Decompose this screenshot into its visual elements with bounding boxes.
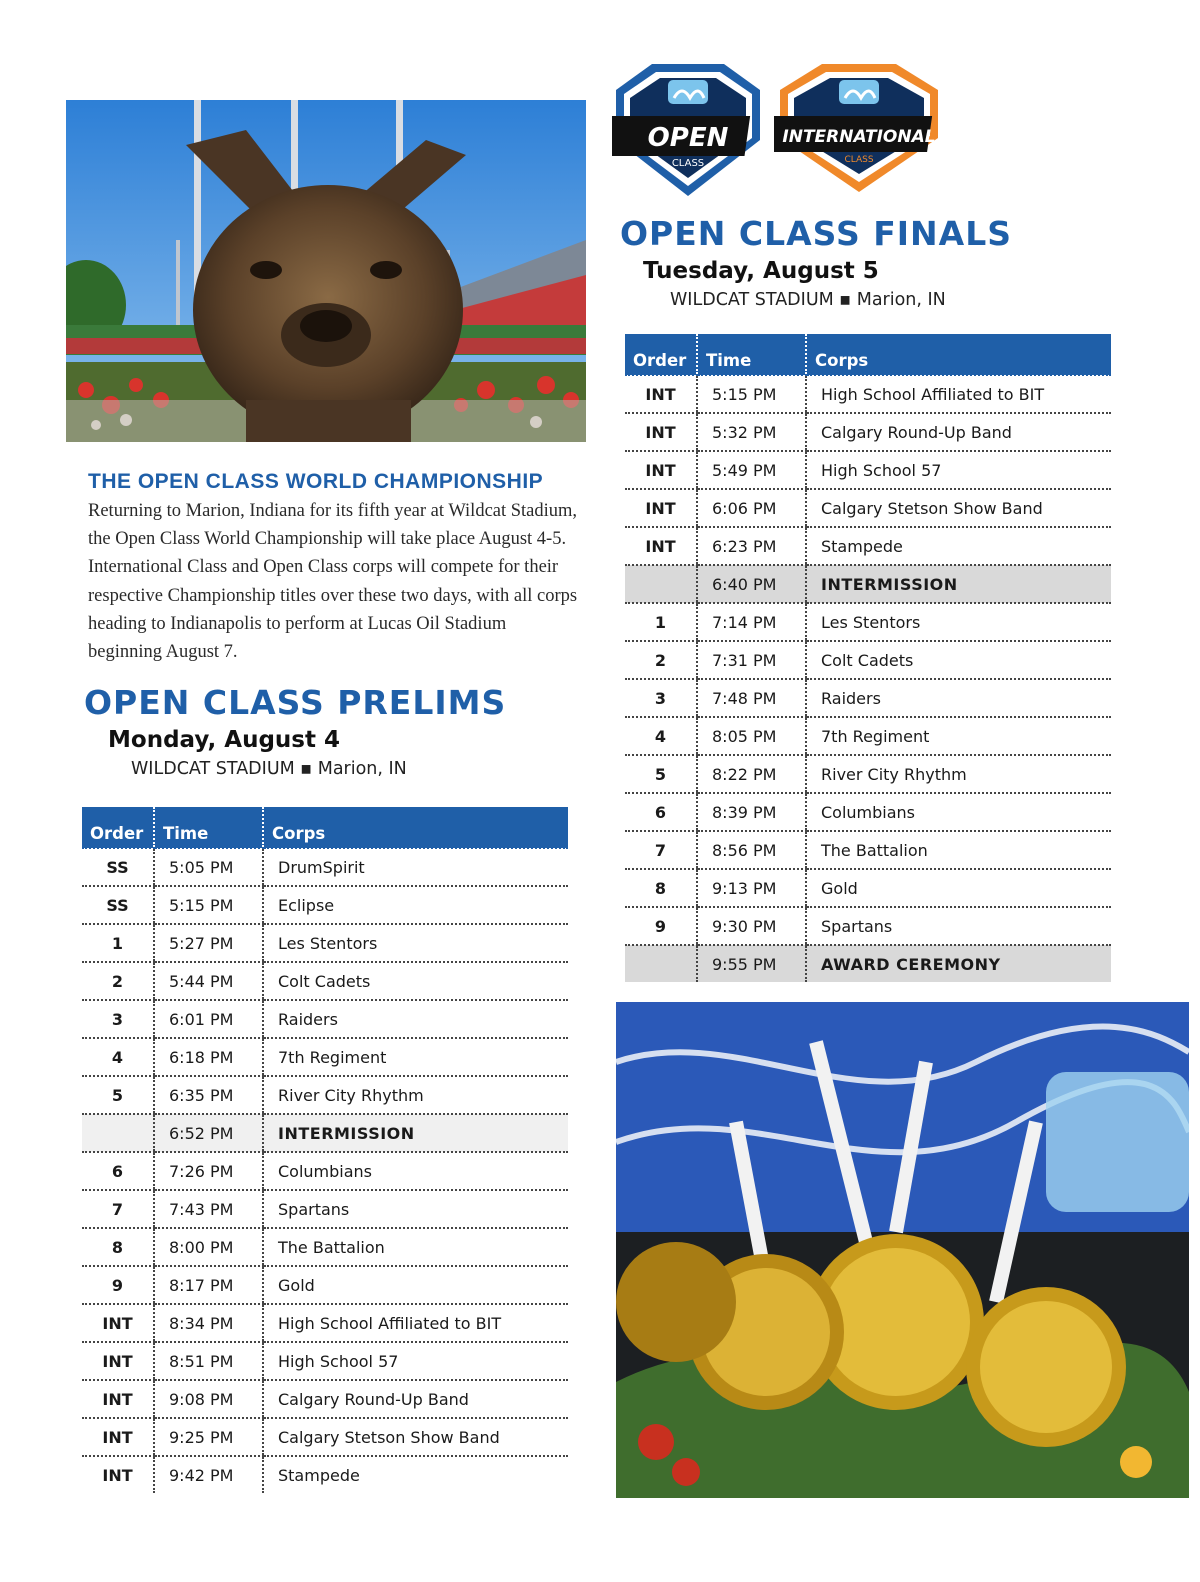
order-cell: INT (625, 413, 697, 451)
corps-cell: High School 57 (263, 1342, 568, 1380)
schedule-row (625, 489, 1111, 527)
order-cell: INT (625, 489, 697, 527)
order-cell: 7 (82, 1190, 154, 1228)
order-cell: 1 (82, 924, 154, 962)
schedule-row (82, 1456, 568, 1493)
order-cell: INT (625, 451, 697, 489)
schedule-row (82, 1038, 568, 1076)
order-cell: 5 (82, 1076, 154, 1114)
time-cell: 9:42 PM (154, 1456, 263, 1493)
time-cell: 5:15 PM (697, 375, 806, 413)
corps-cell: Calgary Round-Up Band (263, 1380, 568, 1418)
schedule-row (625, 831, 1111, 869)
corps-cell: Columbians (263, 1152, 568, 1190)
time-cell: 9:30 PM (697, 907, 806, 945)
schedule-row (82, 886, 568, 924)
time-cell: 5:32 PM (697, 413, 806, 451)
time-cell: 9:25 PM (154, 1418, 263, 1456)
order-cell: SS (82, 886, 154, 924)
order-cell: 4 (82, 1038, 154, 1076)
order-cell: 4 (625, 717, 697, 755)
open-logo-sub: CLASS (671, 158, 705, 169)
time-cell: 8:05 PM (697, 717, 806, 755)
order-column-header: Order (625, 334, 697, 375)
schedule-row (82, 1342, 568, 1380)
order-cell: INT (82, 1342, 154, 1380)
corps-cell: AWARD CEREMONY (806, 945, 1111, 982)
corps-cell: DrumSpirit (263, 848, 568, 886)
schedule-row (82, 1304, 568, 1342)
order-cell: SS (82, 848, 154, 886)
corps-cell: Stampede (806, 527, 1111, 565)
corps-cell: Stampede (263, 1456, 568, 1493)
corps-cell: High School Affiliated to BIT (263, 1304, 568, 1342)
time-cell: 8:17 PM (154, 1266, 263, 1304)
time-cell: 8:34 PM (154, 1304, 263, 1342)
corps-cell: The Battalion (806, 831, 1111, 869)
order-cell: 7 (625, 831, 697, 869)
order-cell: 2 (82, 962, 154, 1000)
time-cell: 6:40 PM (697, 565, 806, 603)
schedule-row (82, 1380, 568, 1418)
international-logo-sub: CLASS (844, 155, 874, 165)
schedule-break-row (82, 1114, 568, 1152)
prelims-header-row (82, 807, 568, 848)
time-cell: 6:01 PM (154, 1000, 263, 1038)
schedule-row (625, 603, 1111, 641)
corps-cell: The Battalion (263, 1228, 568, 1266)
schedule-row (625, 755, 1111, 793)
open-logo-word: OPEN (647, 123, 729, 153)
corps-cell: Colt Cadets (806, 641, 1111, 679)
corps-cell: Raiders (263, 1000, 568, 1038)
corps-cell: Gold (263, 1266, 568, 1304)
order-column-header: Order (82, 807, 154, 848)
schedule-row (82, 1266, 568, 1304)
schedule-row (82, 1418, 568, 1456)
corps-cell: Gold (806, 869, 1111, 907)
order-cell: INT (82, 1304, 154, 1342)
time-cell: 9:08 PM (154, 1380, 263, 1418)
corps-cell: INTERMISSION (806, 565, 1111, 603)
time-cell: 6:52 PM (154, 1114, 263, 1152)
finals-date: Tuesday, August 5 (643, 258, 879, 284)
time-cell: 9:13 PM (697, 869, 806, 907)
finals-title: OPEN CLASS FINALS (620, 214, 1012, 253)
time-cell: 5:44 PM (154, 962, 263, 1000)
prelims-venue: WILDCAT STADIUM ▪ Marion, IN (131, 759, 407, 779)
order-cell: 6 (82, 1152, 154, 1190)
time-cell: 7:43 PM (154, 1190, 263, 1228)
prelims-date: Monday, August 4 (108, 727, 340, 753)
finals-schedule-table (625, 334, 1111, 982)
corps-cell: Les Stentors (806, 603, 1111, 641)
order-cell: 1 (625, 603, 697, 641)
schedule-row (82, 1076, 568, 1114)
corps-cell: Calgary Stetson Show Band (806, 489, 1111, 527)
schedule-row (82, 1152, 568, 1190)
corps-cell: 7th Regiment (806, 717, 1111, 755)
time-column-header: Time (154, 807, 263, 848)
corps-cell: INTERMISSION (263, 1114, 568, 1152)
time-cell: 6:35 PM (154, 1076, 263, 1114)
order-cell (82, 1114, 154, 1152)
corps-column-header: Corps (263, 807, 568, 848)
corps-cell: High School Affiliated to BIT (806, 375, 1111, 413)
schedule-break-row (625, 565, 1111, 603)
corps-cell: Spartans (263, 1190, 568, 1228)
time-cell: 8:39 PM (697, 793, 806, 831)
prelims-title: OPEN CLASS PRELIMS (84, 683, 507, 722)
order-cell: 8 (625, 869, 697, 907)
corps-cell: Calgary Round-Up Band (806, 413, 1111, 451)
schedule-row (82, 962, 568, 1000)
schedule-row (625, 451, 1111, 489)
intro-heading: THE OPEN CLASS WORLD CHAMPIONSHIP (88, 470, 544, 493)
corps-cell: Spartans (806, 907, 1111, 945)
order-cell: 8 (82, 1228, 154, 1266)
time-cell: 8:22 PM (697, 755, 806, 793)
schedule-row (625, 679, 1111, 717)
corps-cell: Eclipse (263, 886, 568, 924)
time-cell: 5:27 PM (154, 924, 263, 962)
finals-venue: WILDCAT STADIUM ▪ Marion, IN (670, 290, 946, 310)
schedule-row (625, 907, 1111, 945)
order-cell (625, 945, 697, 982)
order-cell: 9 (82, 1266, 154, 1304)
intro-body: Returning to Marion, Indiana for its fifth year at Wildcat Stadium, the Open Class World Championship will take place August 4-5. International Class and Open Class corps will compete for their respective Championship titles over these two days, with all corps heading to Indianapolis to perform at Lucas Oil Stadium beginning August 7. (88, 501, 578, 663)
schedule-break-row (625, 945, 1111, 982)
order-cell: 2 (625, 641, 697, 679)
order-cell: INT (625, 527, 697, 565)
corps-cell: High School 57 (806, 451, 1111, 489)
schedule-row (625, 793, 1111, 831)
corps-cell: Raiders (806, 679, 1111, 717)
time-cell: 8:56 PM (697, 831, 806, 869)
time-cell: 7:31 PM (697, 641, 806, 679)
schedule-row (625, 527, 1111, 565)
order-cell: 3 (625, 679, 697, 717)
order-cell: INT (625, 375, 697, 413)
time-cell: 5:49 PM (697, 451, 806, 489)
schedule-row (625, 641, 1111, 679)
schedule-row (82, 1190, 568, 1228)
corps-cell: River City Rhythm (263, 1076, 568, 1114)
finals-header-row (625, 334, 1111, 375)
schedule-row (82, 848, 568, 886)
time-cell: 5:05 PM (154, 848, 263, 886)
schedule-row (625, 869, 1111, 907)
prelims-schedule-table (82, 807, 568, 1493)
time-cell: 5:15 PM (154, 886, 263, 924)
order-cell: 6 (625, 793, 697, 831)
corps-column-header: Corps (806, 334, 1111, 375)
corps-cell: Colt Cadets (263, 962, 568, 1000)
schedule-row (625, 717, 1111, 755)
time-cell: 8:00 PM (154, 1228, 263, 1266)
corps-cell: Columbians (806, 793, 1111, 831)
time-column-header: Time (697, 334, 806, 375)
order-cell: 9 (625, 907, 697, 945)
schedule-row (82, 1228, 568, 1266)
time-cell: 7:14 PM (697, 603, 806, 641)
time-cell: 6:23 PM (697, 527, 806, 565)
schedule-row (82, 924, 568, 962)
order-cell: 3 (82, 1000, 154, 1038)
order-cell: INT (102, 1465, 133, 1485)
medals-photo (616, 1002, 1189, 1498)
time-cell: 8:51 PM (154, 1342, 263, 1380)
order-cell: INT (82, 1380, 154, 1418)
schedule-row (82, 1000, 568, 1038)
time-cell: 7:26 PM (154, 1152, 263, 1190)
order-cell: 5 (625, 755, 697, 793)
time-cell: 7:48 PM (697, 679, 806, 717)
time-cell: 6:18 PM (154, 1038, 263, 1076)
schedule-row (625, 375, 1111, 413)
order-cell: INT (82, 1418, 154, 1456)
corps-cell: Les Stentors (263, 924, 568, 962)
international-logo-word: INTERNATIONAL (782, 127, 936, 147)
corps-cell: Calgary Stetson Show Band (263, 1418, 568, 1456)
international-class-logo (774, 60, 944, 196)
order-cell (625, 565, 697, 603)
schedule-row (625, 413, 1111, 451)
corps-cell: 7th Regiment (263, 1038, 568, 1076)
open-class-logo (612, 60, 764, 200)
time-cell: 6:06 PM (697, 489, 806, 527)
wildcat-statue-photo (66, 100, 586, 442)
corps-cell: River City Rhythm (806, 755, 1111, 793)
time-cell: 9:55 PM (697, 945, 806, 982)
